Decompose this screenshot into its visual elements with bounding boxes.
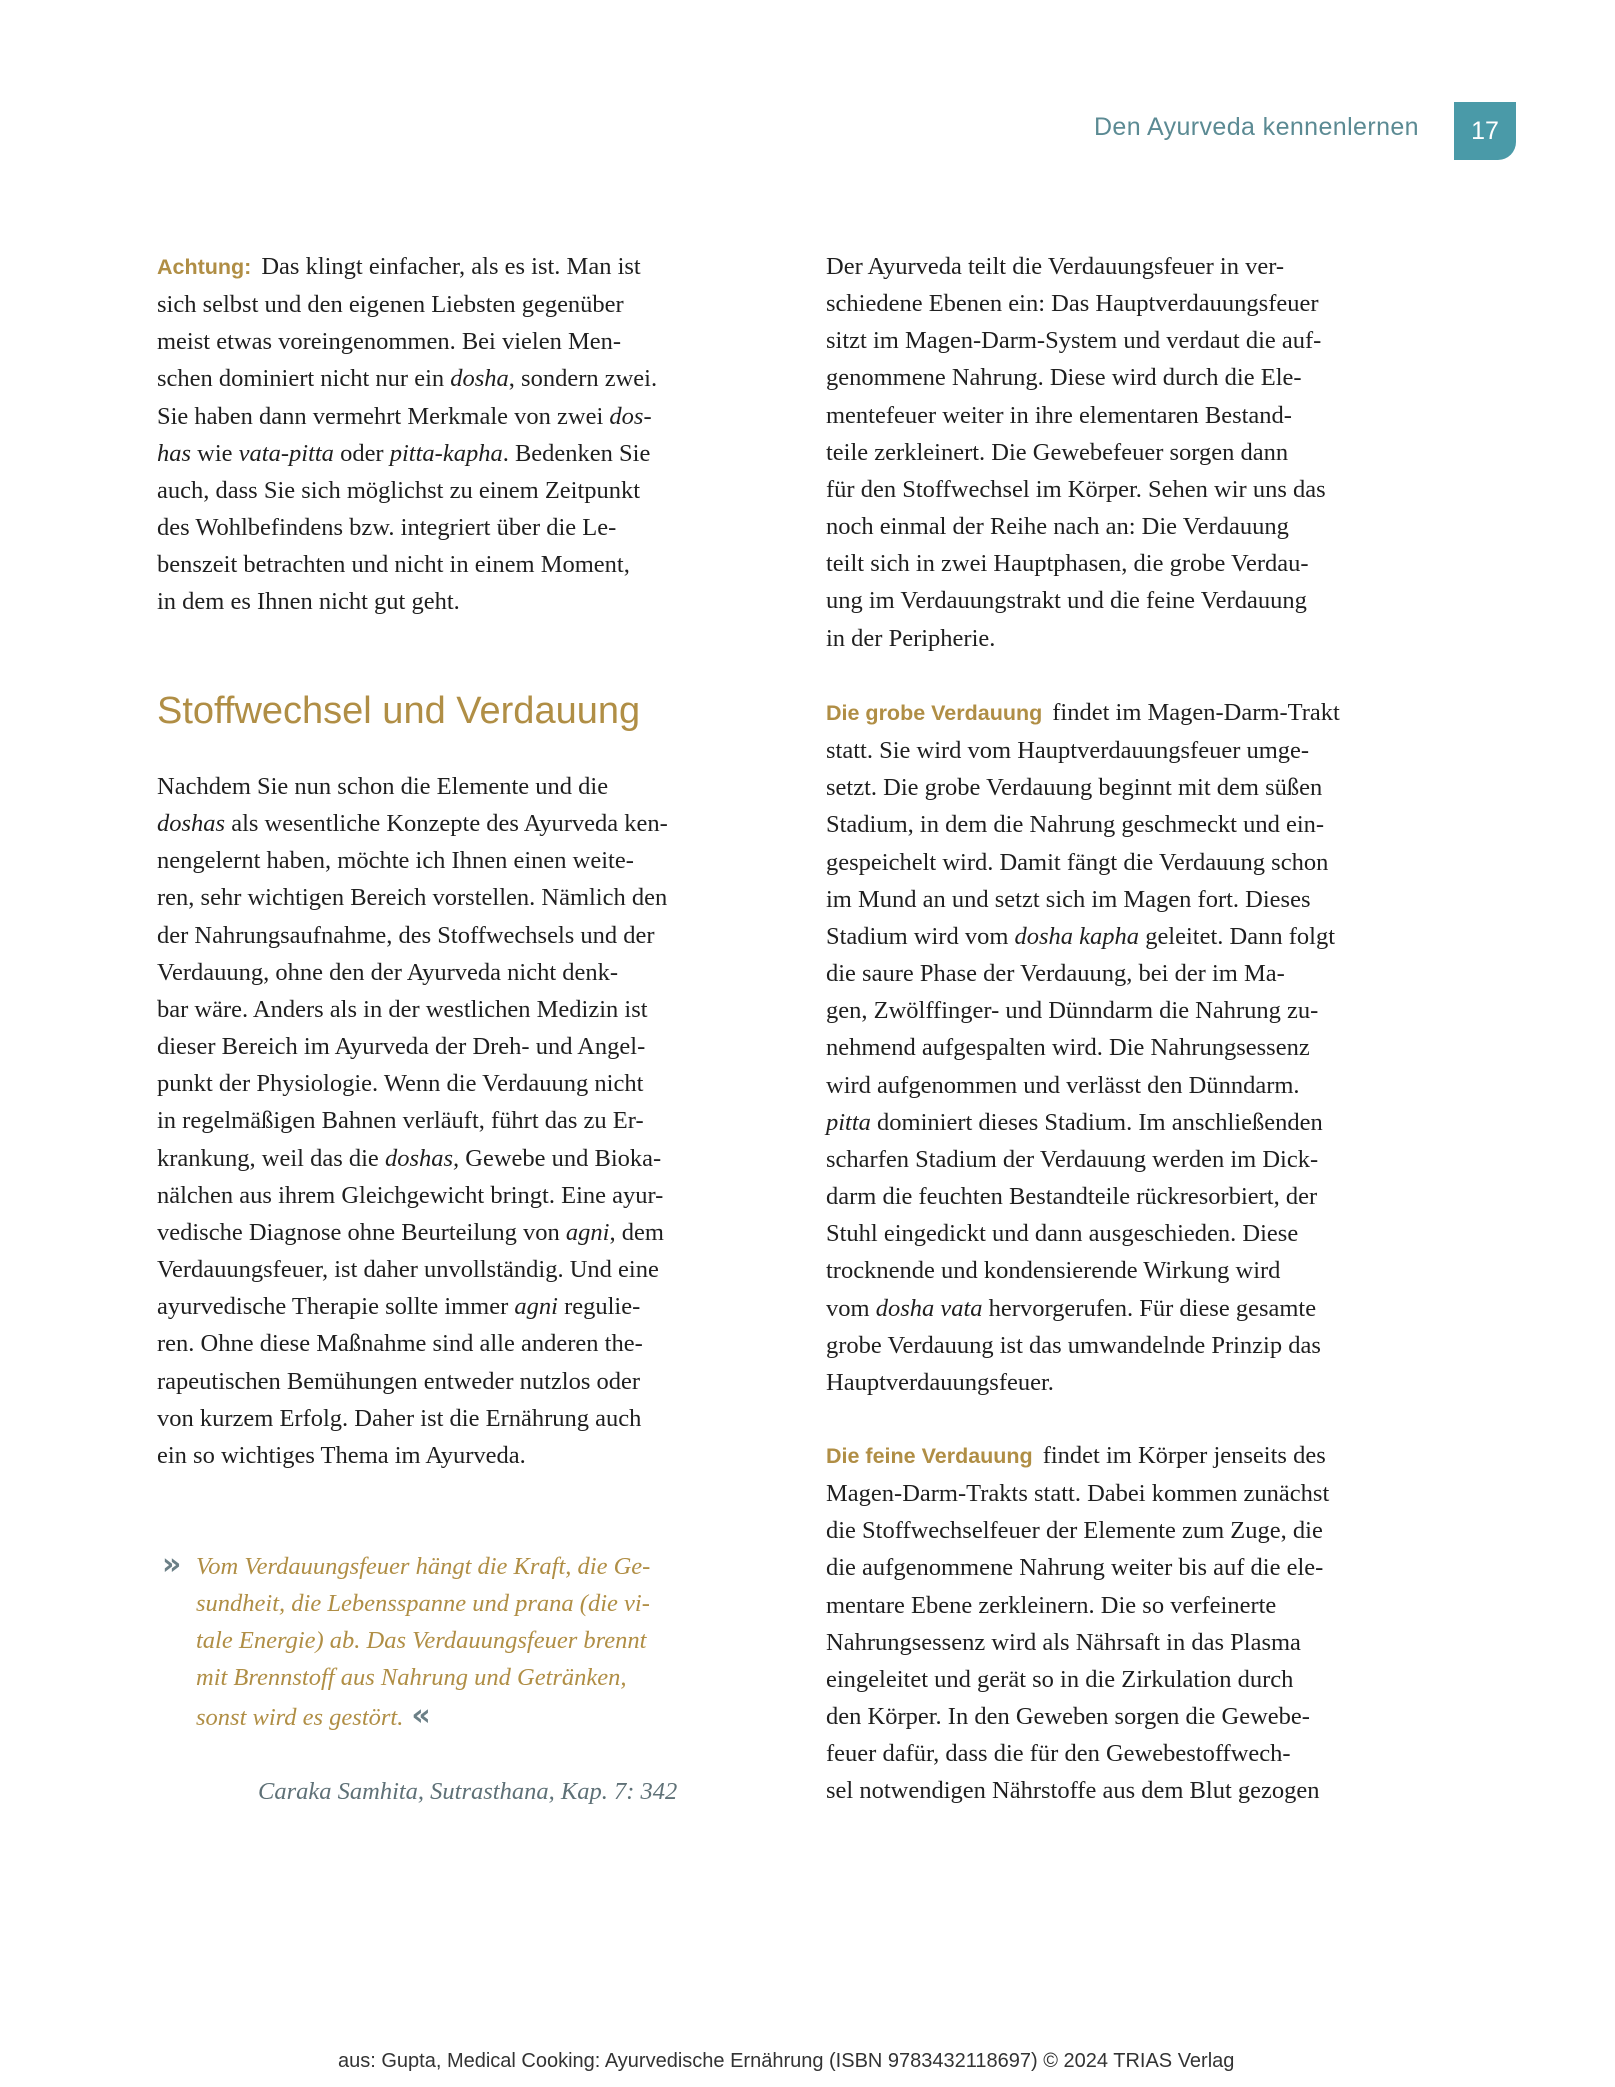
quote-source: Caraka Samhita, Sutrasthana, Kap. 7: 342 (258, 1778, 678, 1805)
text-line: Stadium wird vom dosha kapha geleitet. Dann folgt (826, 922, 1336, 950)
text-line: in der Peripherie. (826, 624, 996, 652)
text-line: doshas als wesentliche Konzepte des Ayurveda ken- (157, 810, 668, 838)
text-line: schen dominiert nicht nur ein dosha, sondern zwei. (157, 365, 658, 393)
text-line: Verdauung, ohne den der Ayurveda nicht denk- (157, 958, 619, 986)
text-line: Die feine Verdauung findet im Körper jenseits des (826, 1442, 1326, 1469)
text-line: eingeleitet und gerät so in die Zirkulation durch (826, 1665, 1294, 1693)
text-line: die Stoffwechselfeuer der Elemente zum Zuge, die (826, 1517, 1323, 1545)
text-line: von kurzem Erfolg. Daher ist die Ernährung auch (157, 1404, 642, 1432)
keyword-label: Die grobe Verdauung (826, 701, 1043, 725)
text-line: feuer dafür, dass die für den Gewebestoffwech- (826, 1740, 1291, 1768)
text-line: Magen-Darm-Trakts statt. Dabei kommen zunächst (826, 1480, 1330, 1508)
text-line: genommene Nahrung. Diese wird durch die Ele- (826, 364, 1302, 392)
text-line: ren, sehr wichtigen Bereich vorstellen. Nämlich den (157, 884, 668, 912)
text-line: rapeutischen Bemühungen entweder nutzlos oder (157, 1367, 641, 1395)
text-line: ren. Ohne diese Maßnahme sind alle anderen the- (157, 1330, 643, 1358)
quote-close-mark: « (411, 1697, 431, 1733)
text-line: den Körper. In den Geweben sorgen die Gewebe- (826, 1703, 1310, 1731)
text-line: sich selbst und den eigenen Liebsten gegenüber (157, 291, 624, 319)
text-line: teilt sich in zwei Hauptphasen, die grobe Verdau- (826, 550, 1309, 578)
text-line: die saure Phase der Verdauung, bei der im Ma- (826, 960, 1285, 988)
text-line: has wie vata-pitta oder pitta-kapha. Bedenken Sie (157, 439, 651, 467)
quote-open-mark: » (162, 1547, 182, 1582)
text-line: nehmend aufgespalten wird. Die Nahrungsessenz (826, 1034, 1310, 1062)
text-line: vom dosha vata hervorgerufen. Für diese gesamte (826, 1294, 1317, 1322)
text-line: Stadium, in dem die Nahrung geschmeckt und ein- (826, 811, 1325, 839)
text-line: ein so wichtiges Thema im Ayurveda. (157, 1441, 526, 1469)
text-line: scharfen Stadium der Verdauung werden im Dick- (826, 1145, 1319, 1173)
text-line: mentefeuer weiter in ihre elementaren Bestand- (826, 401, 1292, 429)
intro-paragraph (157, 768, 757, 1474)
text-line: mentare Ebene zerkleinern. Die so verfeinerte (826, 1591, 1277, 1619)
verdauungsfeuer-paragraph (826, 248, 1426, 657)
text-line: gen, Zwölffinger- und Dünndarm die Nahrung zu- (826, 997, 1319, 1025)
text-line: Achtung: Das klingt einfacher, als es ist. Man ist (157, 253, 641, 280)
text-line: Hauptverdauungsfeuer. (826, 1368, 1054, 1396)
text-line: wird aufgenommen und verlässt den Dünndarm. (826, 1071, 1300, 1099)
text-line: ung im Verdauungstrakt und die feine Verdauung (826, 587, 1307, 615)
text-line: teile zerkleinert. Die Gewebefeuer sorgen dann (826, 438, 1289, 466)
text-line: im Mund an und setzt sich im Magen fort. Dieses (826, 885, 1311, 913)
text-line: statt. Sie wird vom Hauptverdauungsfeuer umge- (826, 737, 1310, 765)
grobe-verdauung-paragraph (826, 694, 1426, 1401)
text-line: des Wohlbefindens bzw. integriert über die Le- (157, 514, 617, 542)
quote-line: » Vom Verdauungsfeuer hängt die Kraft, die Ge- (162, 1547, 651, 1582)
text-line: in regelmäßigen Bahnen verläuft, führt das zu Er- (157, 1107, 644, 1135)
keyword-label: Die feine Verdauung (826, 1444, 1033, 1468)
text-line: dieser Bereich im Ayurveda der Dreh- und Angel- (157, 1033, 646, 1061)
text-line: nälchen aus ihrem Gleichgewicht bringt. Eine ayur- (157, 1181, 664, 1209)
text-line: Sie haben dann vermehrt Merkmale von zwei dos- (157, 402, 652, 430)
text-line: krankung, weil das die doshas, Gewebe und Bioka- (157, 1144, 662, 1172)
text-line: der Nahrungsaufnahme, des Stoffwechsels und der (157, 921, 655, 949)
text-line: auch, dass Sie sich möglichst zu einem Zeitpunkt (157, 476, 641, 504)
text-line: für den Stoffwechsel im Körper. Sehen wir uns das (826, 475, 1326, 503)
text-line: die aufgenommene Nahrung weiter bis auf die ele- (826, 1554, 1324, 1582)
quote-line: tale Energie) ab. Das Verdauungsfeuer brennt (196, 1627, 647, 1655)
text-line: in dem es Ihnen nicht gut geht. (157, 588, 460, 616)
pull-quote (162, 1548, 762, 1736)
text-line: gespeichelt wird. Damit fängt die Verdauung schon (826, 848, 1329, 876)
text-line: Der Ayurveda teilt die Verdauungsfeuer in ver- (826, 253, 1285, 280)
quote-line: sonst wird es gestört. « (196, 1697, 431, 1733)
text-line: benszeit betrachten und nicht in einem Moment, (157, 551, 630, 579)
text-line: noch einmal der Reihe nach an: Die Verdauung (826, 513, 1289, 541)
text-line: Stuhl eingedickt und dann ausgeschieden. Diese (826, 1220, 1299, 1248)
text-line: Die grobe Verdauung findet im Magen-Darm-Trakt (826, 699, 1340, 726)
text-line: punkt der Physiologie. Wenn die Verdauung nicht (157, 1070, 644, 1098)
text-line: meist etwas voreingenommen. Bei vielen Men- (157, 328, 622, 356)
page-number: 17 (1471, 116, 1499, 145)
text-line: sitzt im Magen-Darm-System und verdaut die auf- (826, 327, 1322, 355)
running-header-title: Den Ayurveda kennenlernen (1093, 113, 1419, 141)
text-line: schiedene Ebenen ein: Das Hauptverdauungsfeuer (826, 290, 1319, 318)
quote-line: mit Brennstoff aus Nahrung und Getränken, (196, 1664, 627, 1692)
text-line: Nachdem Sie nun schon die Elemente und die (157, 773, 609, 800)
text-line: ayurvedische Therapie sollte immer agni regulie- (157, 1293, 641, 1321)
section-heading: Stoffwechsel und Verdauung (157, 690, 641, 732)
achtung-paragraph (157, 248, 757, 621)
page-number-badge (1454, 102, 1516, 160)
text-line: pitta dominiert dieses Stadium. Im anschließenden (826, 1108, 1323, 1136)
text-line: vedische Diagnose ohne Beurteilung von agni, dem (157, 1218, 664, 1246)
text-line: setzt. Die grobe Verdauung beginnt mit dem süßen (826, 774, 1323, 802)
text-line: grobe Verdauung ist das umwandelnde Prinzip das (826, 1331, 1321, 1359)
text-line: nengelernt haben, möchte ich Ihnen einen weite- (157, 847, 634, 875)
footer-citation: aus: Gupta, Medical Cooking: Ayurvedische Ernährung (ISBN 9783432118697) © 2024 TRIAS Verlag (338, 2050, 1235, 2072)
text-line: trocknende und kondensierende Wirkung wird (826, 1257, 1281, 1285)
text-line: Verdauungsfeuer, ist daher unvollständig. Und eine (157, 1256, 659, 1284)
text-line: bar wäre. Anders als in der westlichen Medizin ist (157, 995, 648, 1023)
text-line: darm die feuchten Bestandteile rückresorbiert, der (826, 1183, 1318, 1211)
keyword-label: Achtung: (157, 255, 252, 279)
feine-verdauung-paragraph (826, 1437, 1426, 1810)
text-line: sel notwendigen Nährstoffe aus dem Blut gezogen (826, 1777, 1320, 1805)
quote-line: sundheit, die Lebensspanne und prana (die vi- (196, 1590, 650, 1618)
text-line: Nahrungsessenz wird als Nährsaft in das Plasma (826, 1628, 1301, 1656)
